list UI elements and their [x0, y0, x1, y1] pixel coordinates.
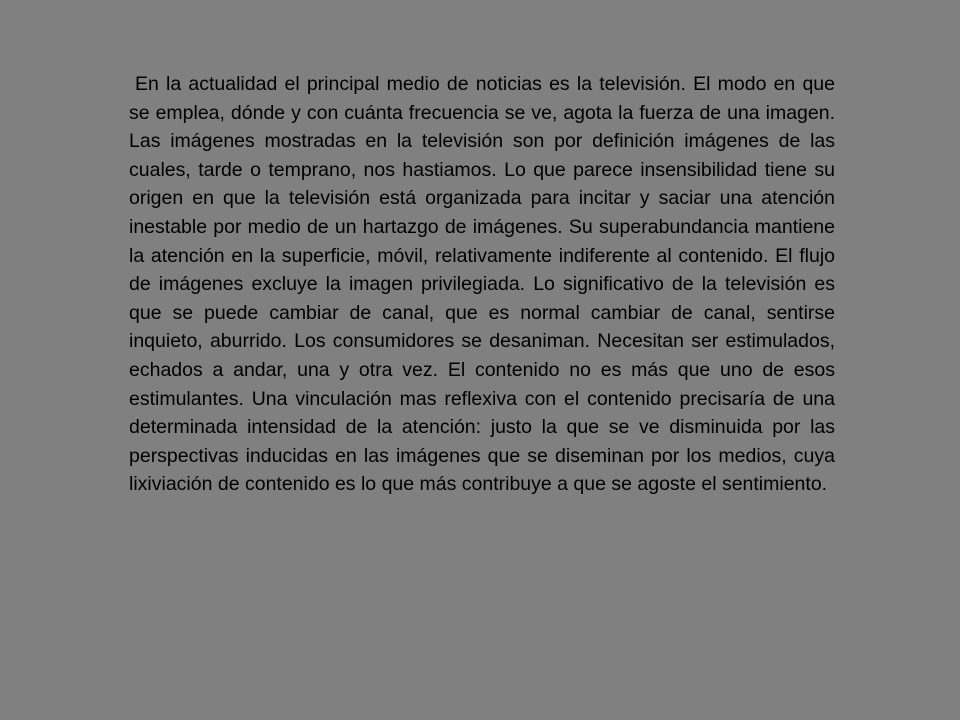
body-paragraph: En la actualidad el principal medio de noticias es la televisión. El modo en que se emplea, dónde y con cuánta frecuencia se ve, agota la fuerza de una imagen. Las imágenes mostradas en la televisión son por definición imágenes de las cuales, tarde o temprano, nos hastiamos. Lo que parece insensibilidad tiene su origen en que la televisión está organizada para incitar y saciar una atención inestable por medio de un hartazgo de imágenes. Su superabundancia mantiene la atención en la superficie, móvil, relativamente indiferente al contenido. El flujo de imágenes excluye la imagen privilegiada. Lo significativo de la televisión es que se puede cambiar de canal, que es normal cambiar de canal, sentirse inquieto, aburrido. Los consumidores se desaniman. Necesitan ser estimulados, echados a andar, una y otra vez. El contenido no es más que uno de esos estimulantes. Una vinculación mas reflexiva con el contenido precisaría de una determinada intensidad de la atención: justo la que se ve disminuida por las perspectivas inducidas en las imágenes que se diseminan por los medios, cuya lixiviación de contenido es lo que más contribuye a que se agoste el sentimiento. — [129, 73, 835, 496]
